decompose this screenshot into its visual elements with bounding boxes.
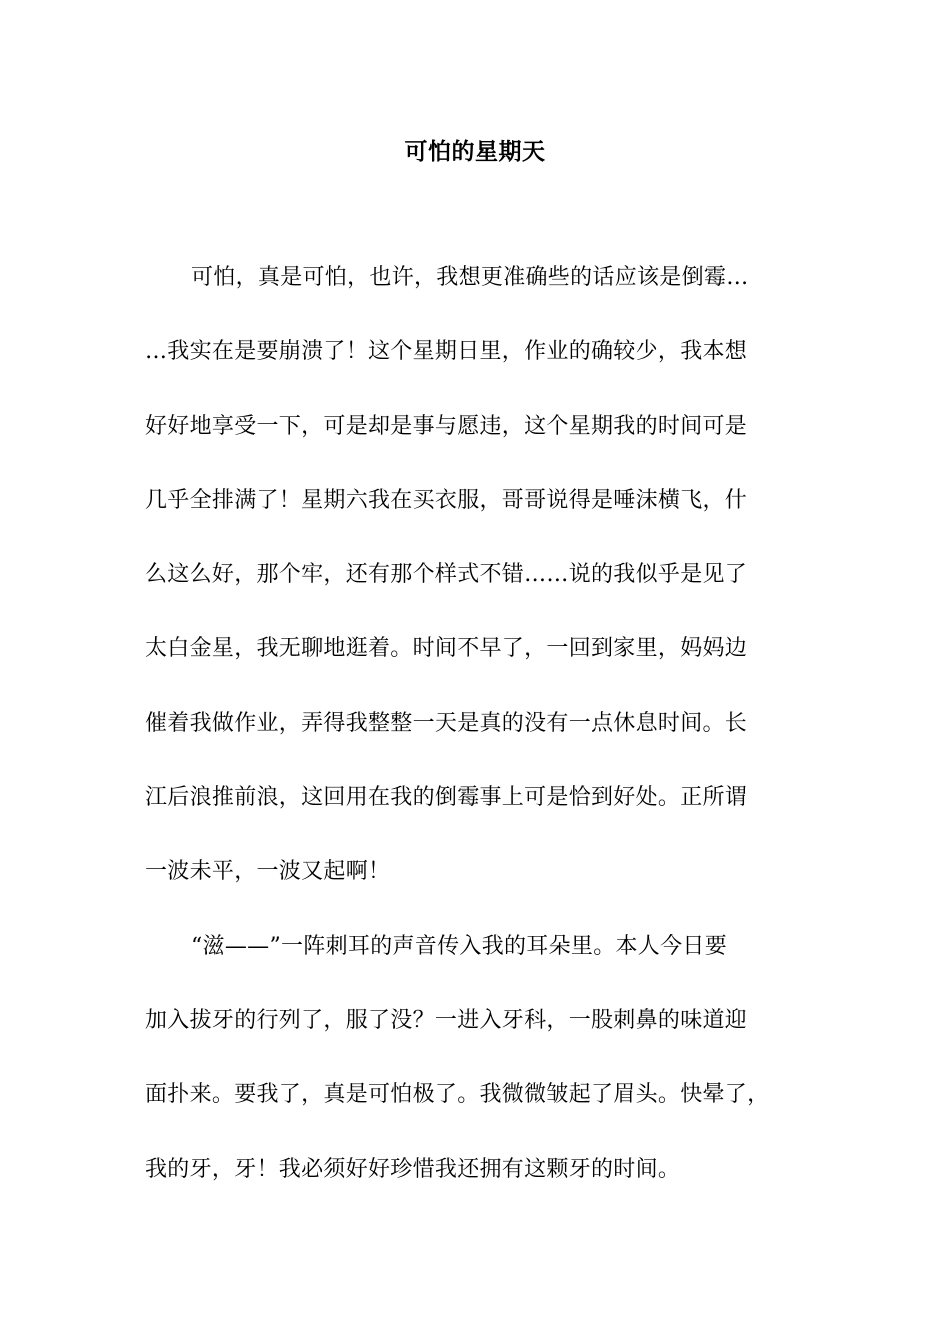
- paragraph-2-line-2: 加入拔牙的行列了，服了没？一进入牙科，一股刺鼻的味道迎: [145, 1007, 748, 1033]
- paragraph-1-line-8: 江后浪推前浪，这回用在我的倒霉事上可是恰到好处。正所谓: [145, 785, 748, 811]
- paragraph-1-line-4: 几乎全排满了！星期六我在买衣服，哥哥说得是唾沫横飞，什: [145, 487, 748, 513]
- paragraph-2-line-4: 我的牙，牙！我必须好好珍惜我还拥有这颗牙的时间。: [145, 1156, 681, 1182]
- paragraph-1-line-3: 好好地享受一下，可是却是事与愿违，这个星期我的时间可是: [145, 413, 748, 439]
- paragraph-1-line-5: 么这么好，那个牢，还有那个样式不错……说的我似乎是见了: [145, 562, 748, 588]
- document-title: 可怕的星期天: [404, 139, 546, 165]
- paragraph-1-line-7: 催着我做作业，弄得我整整一天是真的没有一点休息时间。长: [145, 710, 748, 736]
- paragraph-2-line-1: “滋——”一阵刺耳的声音传入我的耳朵里。本人今日要: [191, 933, 727, 959]
- paragraph-1-line-1: 可怕，真是可怕，也许，我想更准确些的话应该是倒霉…: [191, 265, 749, 290]
- paragraph-1-line-9: 一波未平，一波又起啊！: [145, 859, 391, 885]
- document-body: [145, 258, 805, 1224]
- paragraph-1-line-2: …我实在是要崩溃了！这个星期日里，作业的确较少，我本想: [145, 339, 748, 365]
- paragraph-2-line-3: 面扑来。要我了，真是可怕极了。我微微皱起了眉头。快晕了，: [145, 1082, 770, 1108]
- paragraph-1-line-6: 太白金星，我无聊地逛着。时间不早了，一回到家里，妈妈边: [145, 636, 748, 662]
